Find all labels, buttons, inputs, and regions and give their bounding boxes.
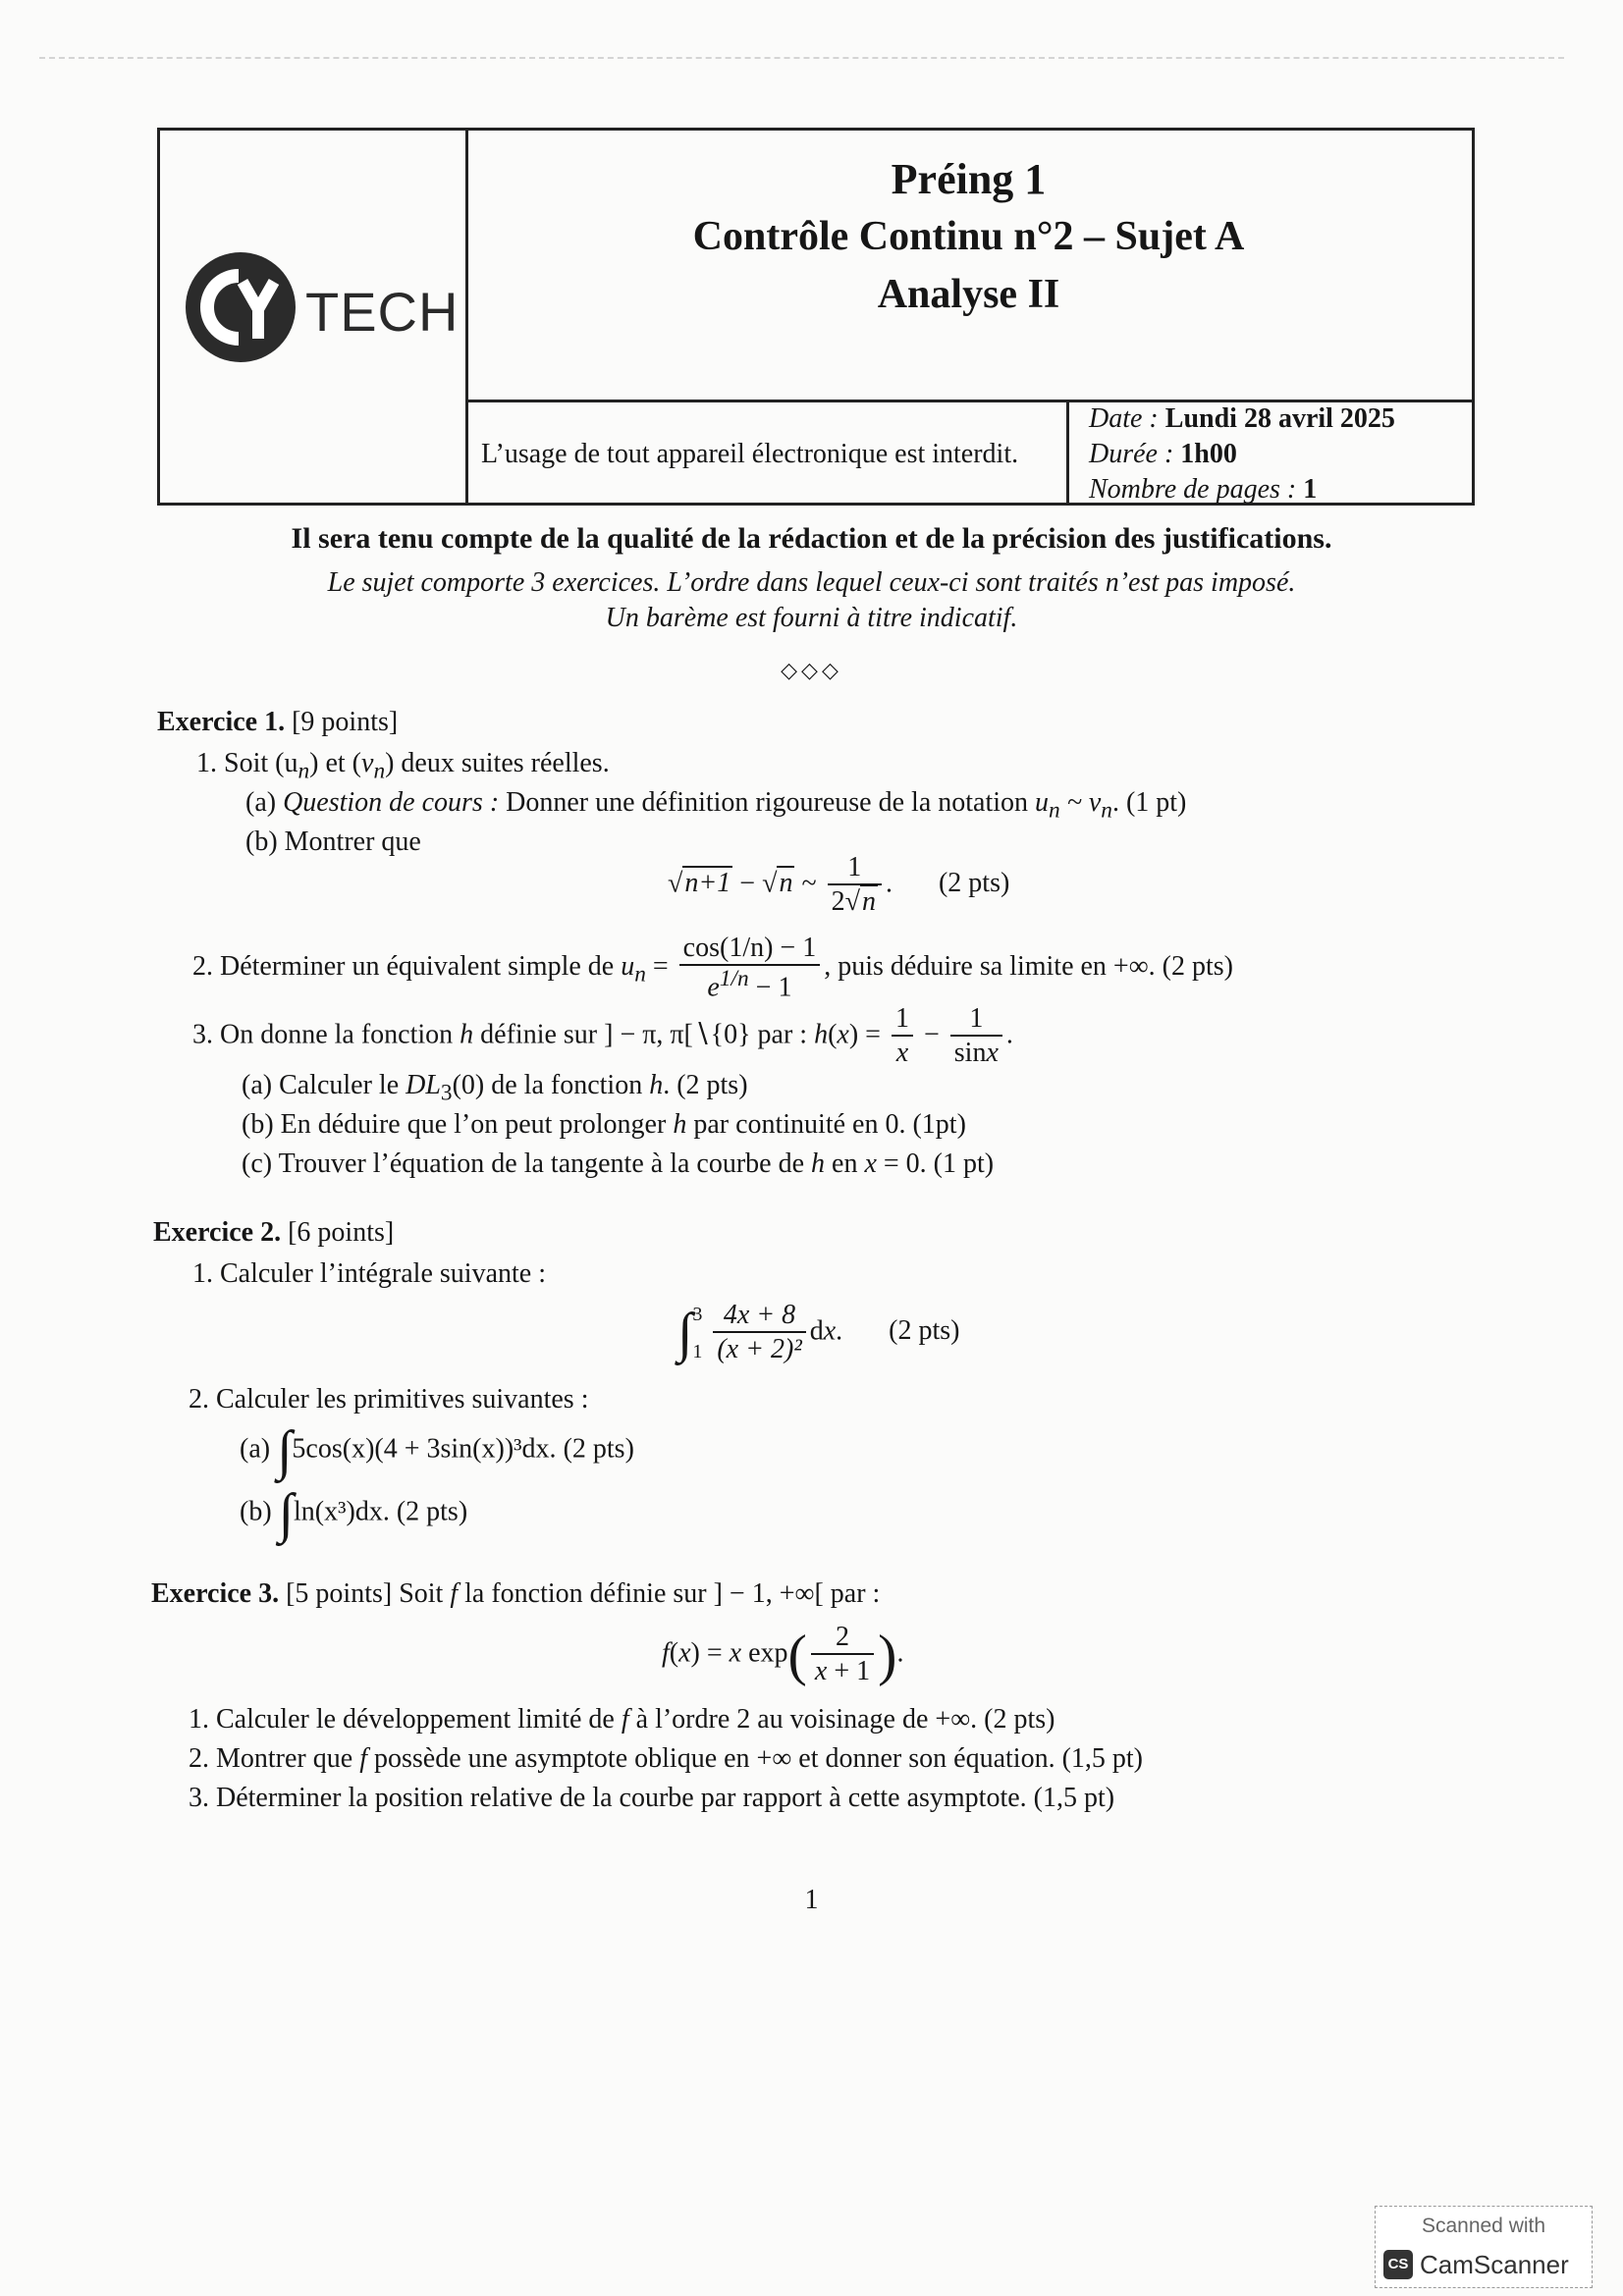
- ex1-q3c-text: (c) Trouver l’équation de la tangente à la courbe de: [242, 1148, 805, 1179]
- ex1-q1b-label: (b): [245, 827, 278, 857]
- ex2-q1: 1. Calculer l’intégrale suivante :: [192, 1258, 546, 1289]
- ex1-q3b-rest: par continuité en 0. (1pt): [693, 1109, 966, 1140]
- scan-border: [39, 57, 1564, 59]
- ex1-q2-numerator: cos(1/n) − 1: [679, 933, 821, 966]
- ex1-q3b-text: (b) En déduire que l’on peut prolonger: [242, 1109, 667, 1140]
- instruction-italic-1: Le sujet comporte 3 exercices. L’ordre dans lequel ceux-ci sont traités n’est pas imposé.: [327, 567, 1296, 598]
- separator: ◇◇◇: [781, 658, 842, 682]
- ex2-q2a: (a) ∫5cos(x)(4 + 3sin(x))³dx. (2 pts): [240, 1420, 634, 1481]
- ex1-q1-text: 1. Soit (u: [196, 748, 298, 778]
- ex1-q1b-text: Montrer que: [284, 827, 421, 857]
- exercise-3-heading: Exercice 3. [5 points] Soit f la fonction définie sur ] − 1, +∞[ par :: [151, 1578, 881, 1609]
- ex1-q2-denominator: e: [707, 972, 720, 1003]
- page-number: 1: [804, 1885, 819, 1915]
- logo-cell: [160, 131, 468, 506]
- ex2-q2a-label: (a): [240, 1433, 271, 1465]
- date-line: [1089, 403, 1395, 435]
- ex1-q3-text: 3. On donne la fonction: [192, 1019, 454, 1050]
- ex1-q3c-pts: = 0. (1 pt): [883, 1148, 995, 1179]
- course-level: Préing 1: [891, 155, 1047, 203]
- ex2-q2b-pts: (2 pts): [396, 1496, 468, 1527]
- ex3-q2: 2. Montrer que f possède une asymptote oblique en +∞ et donner son équation. (1,5 pt): [189, 1743, 1143, 1774]
- ex1-q1a-pts: (1 pt): [1125, 787, 1187, 818]
- pages-value: 1: [1303, 474, 1318, 505]
- note-cell: [465, 400, 1069, 503]
- duration-line: [1089, 439, 1237, 470]
- ex3-q1: 1. Calculer le développement limité de f à l’ordre 2 au voisinage de +∞. (2 pts): [189, 1704, 1055, 1735]
- exam-title: Contrôle Continu n°2 – Sujet A: [692, 214, 1245, 259]
- instruction-italic-2: Un barème est fourni à titre indicatif.: [605, 603, 1018, 633]
- ex1-q1b-pts: (2 pts): [938, 868, 1010, 899]
- exercise-3-intro: Soit: [399, 1578, 444, 1609]
- ex3-q1-rest: à l’ordre 2 au voisinage de +∞. (2 pts): [635, 1704, 1055, 1735]
- date-value: Lundi 28 avril 2025: [1164, 403, 1395, 434]
- ex2-q2a-expr: 5cos(x)(4 + 3sin(x))³dx.: [292, 1433, 557, 1465]
- ex1-q3a-text: (a) Calculer le: [242, 1070, 400, 1100]
- ex1-q1a-text: Donner une définition rigoureuse de la notation: [506, 787, 1029, 818]
- ex1-q1a-label: (a): [245, 787, 277, 818]
- cy-logo-icon: [182, 248, 299, 366]
- ex1-q3a: (a) Calculer le $DL_3(0)$ de la fonction h. (2 pts): [242, 1070, 748, 1106]
- ex1-q3c: (c) Trouver l’équation de la tangente à la courbe de h en x = 0. (1 pt): [242, 1148, 995, 1179]
- ex3-q3: 3. Déterminer la position relative de la courbe par rapport à cette asymptote. (1,5 pt): [189, 1783, 1115, 1813]
- duration-label: Durée :: [1089, 439, 1174, 469]
- device-note: L’usage de tout appareil électronique est interdit.: [481, 439, 1019, 469]
- ex1-q1b: [245, 827, 421, 858]
- ex3-q1-text: 1. Calculer le développement limité de: [189, 1704, 615, 1735]
- ex1-q3a-pts: (2 pts): [676, 1070, 748, 1100]
- header-box: [157, 128, 1475, 506]
- meta-cell: [1069, 400, 1472, 503]
- duration-value: 1h00: [1180, 439, 1237, 469]
- ex1-q2-rest: , puis déduire sa limite en +∞. (2 pts): [824, 950, 1234, 982]
- ex2-integral: ∫ 3 1 $\frac{4x + 8}{\text{(x + 2)²}}$ dx. (2 pts): [677, 1300, 960, 1365]
- ex1-q2-text: 2. Déterminer un équivalent simple de: [192, 950, 615, 982]
- camscanner-logo-icon: CS: [1383, 2250, 1413, 2279]
- ex2-q2b-expr: ln(x³)dx.: [294, 1496, 390, 1527]
- scanner-line-2: CamScanner: [1420, 2250, 1569, 2279]
- ex2-integral-pts: (2 pts): [889, 1315, 960, 1347]
- ex1-q1a-italic: Question de cours :: [283, 787, 500, 818]
- exercise-2-points: [6 points]: [288, 1217, 395, 1248]
- ex3-q2-rest: possède une asymptote oblique en +∞ et donner son équation. (1,5 pt): [373, 1743, 1143, 1774]
- exercise-2-title: Exercice 2.: [153, 1217, 282, 1248]
- pages-label: Nombre de pages :: [1089, 474, 1297, 505]
- exercise-1-heading: [157, 707, 398, 738]
- exercise-3-points: [5 points]: [286, 1578, 393, 1609]
- ex2-q2b-label: (b): [240, 1496, 272, 1527]
- ex1-q3c-rest: en: [832, 1148, 858, 1179]
- ex3-formula: f(x) = x exp( $\frac{2}{x + 1}$ ).: [662, 1622, 904, 1687]
- ex1-q3-rest: définie sur ] − π, π[∖{0} par :: [480, 1019, 808, 1050]
- title-cell: [465, 131, 1472, 402]
- ex2-integral-numerator: 4x + 8: [713, 1300, 805, 1333]
- ex2-q2a-pts: (2 pts): [563, 1433, 634, 1465]
- date-label: Date :: [1089, 403, 1159, 434]
- instruction-bold: Il sera tenu compte de la qualité de la rédaction et de la précision des justifications.: [291, 522, 1332, 555]
- scanner-line-1: Scanned with: [1421, 2215, 1546, 2237]
- exercise-2-heading: [153, 1217, 394, 1249]
- ex1-q3b: (b) En déduire que l’on peut prolonger h par continuité en 0. (1pt): [242, 1109, 966, 1140]
- camscanner-watermark: [1375, 2206, 1593, 2288]
- logo-text: TECH: [305, 281, 460, 343]
- ex2-q2: 2. Calculer les primitives suivantes :: [189, 1384, 589, 1415]
- ex2-integral-denominator: (x + 2)²: [717, 1334, 802, 1365]
- exercise-1-title: Exercice 1.: [157, 707, 286, 737]
- ex1-q1-rest: ) deux suites réelles.: [385, 748, 610, 778]
- subject-title: Analyse II: [877, 272, 1060, 317]
- ex1-q1b-formula: √n+1 − √n ~ $\frac{1}{2√n}$ . (2 pts): [668, 852, 1010, 918]
- ex3-q2-text: 2. Montrer que: [189, 1743, 353, 1774]
- ex1-q2: 2. Déterminer un équivalent simple de $u_n$ = $\frac{\cos(1/n) - 1}{e^{1/n} - 1}$ , puis déduire sa limite en +∞. (2 pts): [192, 933, 1234, 1003]
- exercise-1-points: [9 points]: [292, 707, 399, 737]
- ex2-q2b: (b) ∫ln(x³)dx. (2 pts): [240, 1483, 468, 1544]
- exercise-3-intro-rest: la fonction définie sur ] − 1, +∞[ par :: [464, 1578, 881, 1609]
- pages-line: [1089, 474, 1317, 506]
- ex1-q1: 1. Soit $(u_n)$ et $(v_n)$ deux suites réelles.: [196, 748, 610, 784]
- ex1-q3a-rest: (0) de la fonction: [452, 1070, 643, 1100]
- exercise-3-title: Exercice 3.: [151, 1578, 280, 1609]
- ex1-q3: 3. On donne la fonction h définie sur ] − π, π[∖{0} par : h(x) = $\frac{1}{x}$ − $\frac{1}{\sin x}$ .: [192, 1003, 1013, 1069]
- ex1-q1a: (a) Question de cours : Donner une définition rigoureuse de la notation $u_n$ ~ $v_n$. (1 pt): [245, 787, 1187, 824]
